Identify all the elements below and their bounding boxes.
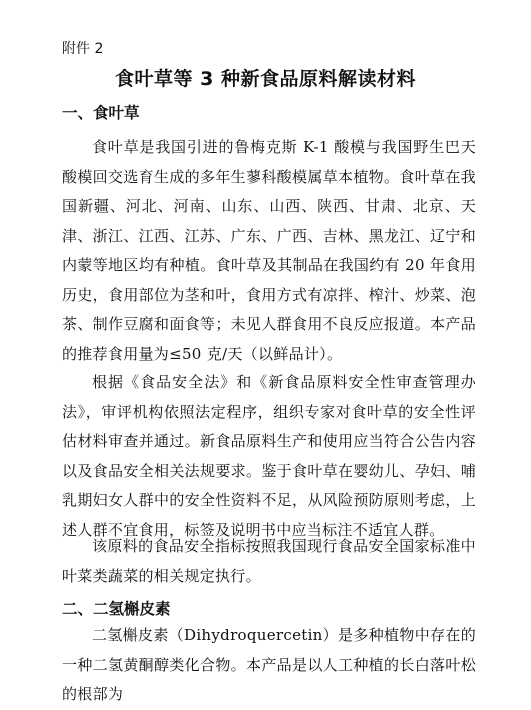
attachment-label: 附件 2 (62, 41, 104, 57)
paragraph-shiyecao-description: 食叶草是我国引进的鲁梅克斯 K-1 酸模与我国野生巴天酸模回交选育生成的多年生蓼科酸模属草本植物。食叶草在我国新疆、河北、河南、山东、山西、陕西、甘肃、北京、天津、浙江、江西、江苏、广东、广西、吉林、黑龙江、辽宁和内蒙等地区均有种植。食叶草及其制品在我国约有 20 年食用历史，食用部位为茎和叶，食用方式有凉拌、榨汁、炒菜、泡茶、制作豆腐和面食等；未见人群食用不良反应报道。本产品的推荐食用量为≤50 克/天（以鲜品计）。 (62, 138, 476, 363)
paragraph-dihydroquercetin-description: 二氢槲皮素（Dihydroquercetin）是多种植物中存在的一种二氢黄酮醇类化合物。本产品是以人工种植的长白落叶松的根部为 (62, 626, 476, 703)
paragraph-shiyecao-review: 根据《食品安全法》和《新食品原料安全性审查管理办法》，审评机构依照法定程序，组织专家对食叶草的安全性评估材料审查并通过。新食品原料生产和使用应当符合公告内容以及食品安全相关法规要求。鉴于食叶草在婴幼儿、孕妇、哺乳期妇女人群中的安全性资料不足，从风险预防原则考虑，上述人群不宜食用，标签及说明书中应当标注不适宜人群。 (62, 373, 476, 539)
paragraph-shiyecao-standard: 该原料的食品安全指标按照我国现行食品安全国家标准中叶菜类蔬菜的相关规定执行。 (62, 537, 476, 585)
document-title: 食叶草等 3 种新食品原料解读材料 (115, 68, 416, 90)
section-heading-shiyecao: 一、食叶草 (62, 104, 140, 122)
section-heading-dihydroquercetin: 二、二氢槲皮素 (62, 600, 171, 618)
